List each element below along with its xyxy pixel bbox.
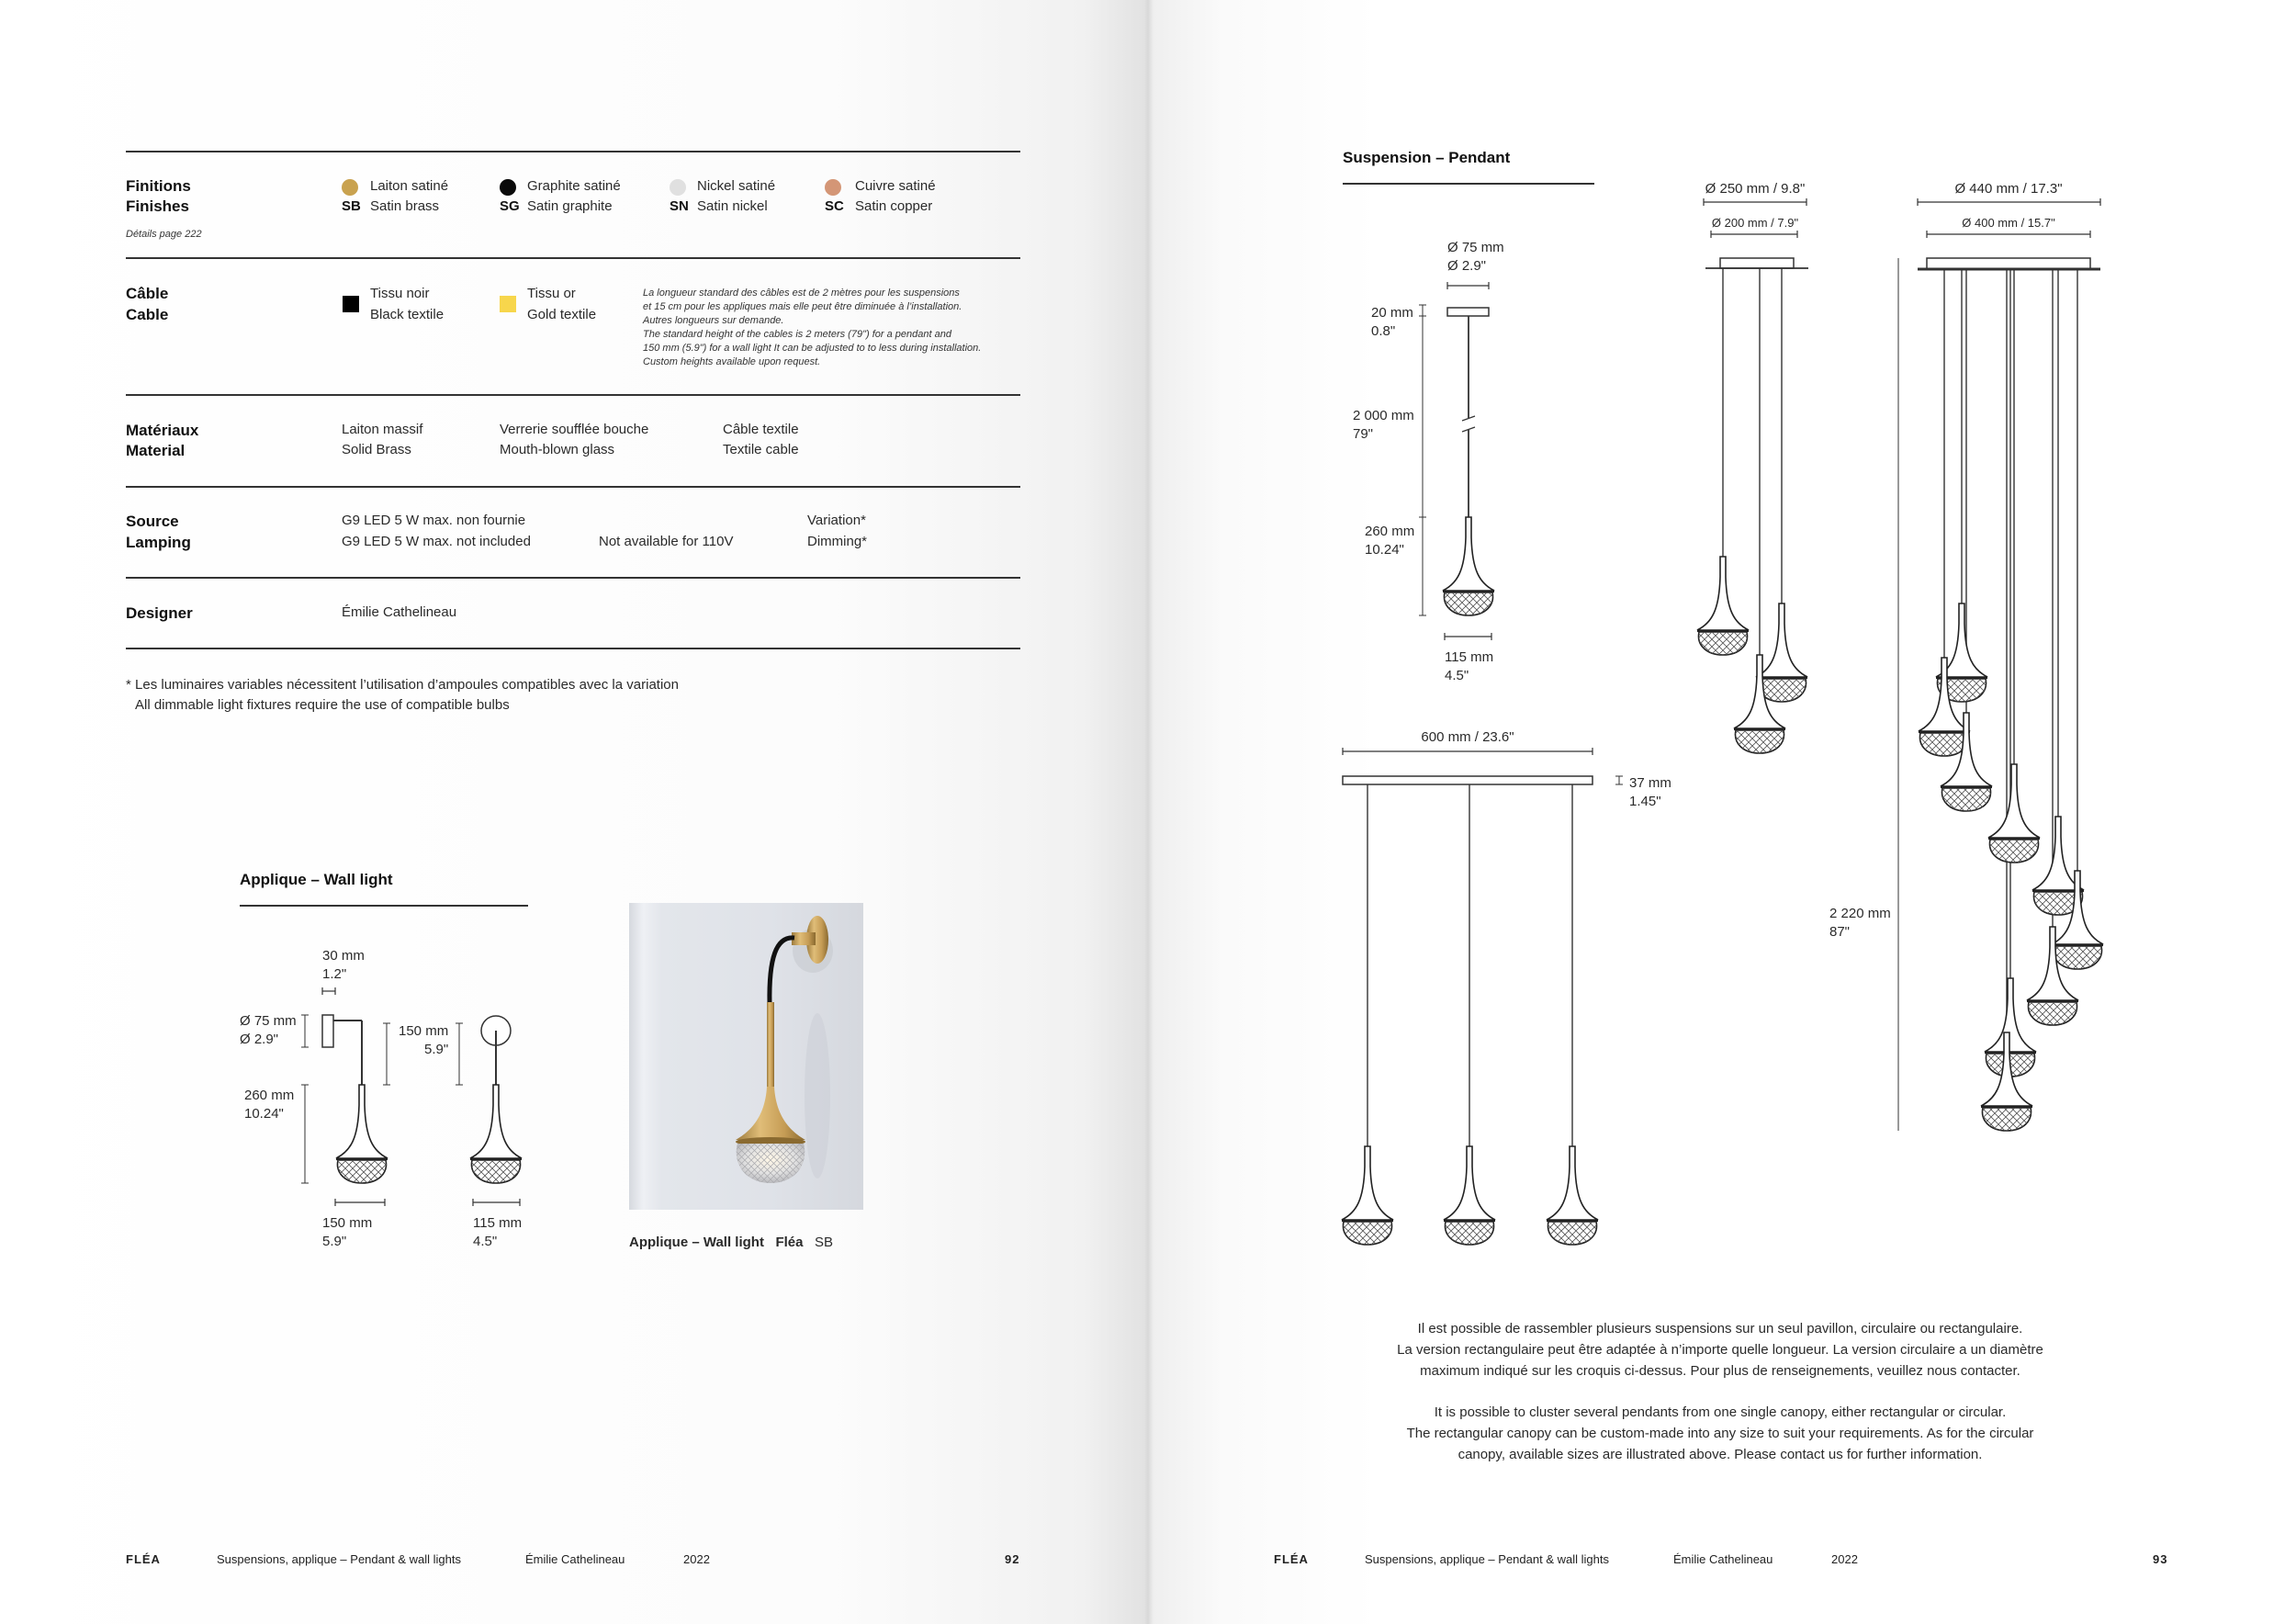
footer-year: 2022 — [683, 1552, 710, 1566]
glass-mesh — [1548, 1222, 1597, 1245]
divider — [126, 648, 1020, 649]
footnote-en: All dimmable light fixtures require the use of compatible bulbs — [135, 697, 510, 713]
dim-height — [244, 1087, 294, 1123]
pendant-lamp — [2027, 927, 2078, 1025]
pendant-lamp — [1936, 603, 1987, 702]
footer-category: Suspensions, applique – Pendant & wall lights — [1365, 1552, 1609, 1566]
glass-bulb — [1938, 679, 1986, 702]
glass-mesh — [1942, 788, 1991, 811]
single-lamp-w-in: 4.5" — [1445, 668, 1469, 683]
cluster-large-height — [1829, 905, 1891, 942]
single-lamp-h-in: 10.24" — [1365, 542, 1404, 558]
footer-page-number: 93 — [2153, 1552, 2168, 1566]
canopy — [1927, 258, 2090, 269]
swatch-copper-icon — [825, 179, 841, 196]
footer-page-number: 92 — [1005, 1552, 1020, 1566]
lamp-shade — [1919, 658, 1970, 731]
single-canopy-mm: Ø 75 mm — [1447, 240, 1504, 255]
finish-name-fr: Cuivre satiné — [855, 178, 936, 194]
swatch-gold-textile-icon — [500, 296, 516, 312]
caption-model: Fléa — [775, 1235, 804, 1250]
glass-mesh — [1920, 733, 1969, 756]
lamp-shade — [1756, 603, 1807, 677]
wall-light-title-underline — [240, 905, 528, 907]
info-en-line: canopy, available sizes are illustrated above. Please contact us for further information. — [1458, 1447, 1983, 1462]
dim-projection — [322, 1214, 372, 1251]
cluster-large-inner-diameter: Ø 400 mm / 15.7" — [1962, 216, 2055, 230]
finish-code: SB — [342, 198, 361, 214]
glass-mesh — [2029, 1002, 2077, 1025]
pendant-lamp — [470, 1085, 522, 1183]
cluster-large-height-mm: 2 220 mm — [1829, 906, 1891, 921]
material-glass-en: Mouth-blown glass — [500, 442, 615, 457]
pendant-title: Suspension – Pendant — [1343, 149, 1511, 166]
finish-code: SC — [825, 198, 844, 214]
designer-label: Designer — [126, 604, 193, 622]
glass-mesh — [1938, 679, 1986, 702]
pendant-lamp — [1981, 1032, 2032, 1131]
single-cable-in: 79" — [1353, 426, 1374, 442]
drawing-line — [1462, 416, 1475, 421]
source-dimming-en: Dimming* — [807, 534, 868, 549]
pendant-lamp — [2052, 871, 2103, 969]
cable-note-line: et 15 cm pour les appliques mais elle peut être diminuée à l’installation. — [643, 301, 962, 312]
cluster-large-outer-diameter: Ø 440 mm / 17.3" — [1954, 181, 2063, 197]
dim-height-in: 10.24" — [244, 1106, 284, 1122]
cable-label-fr: Câble — [126, 285, 169, 302]
single-canopy-h-mm: 20 mm — [1371, 305, 1413, 321]
glass-bulb — [1942, 788, 1991, 811]
lamp-shade — [1936, 603, 1987, 677]
single-lamp-width — [1445, 648, 1493, 685]
footer-brand: FLÉA — [1274, 1552, 1309, 1566]
cable-note-line: Autres longueurs sur demande. — [643, 315, 784, 326]
caption-finish: SB — [815, 1235, 834, 1250]
single-canopy-in: Ø 2.9" — [1447, 258, 1487, 274]
divider — [126, 486, 1020, 488]
dim-width — [473, 1214, 522, 1251]
source-voltage: Not available for 110V — [599, 534, 734, 549]
glass-bulb — [1986, 1054, 2035, 1077]
lamp-shade — [1985, 978, 2036, 1052]
dim-projection-in: 5.9" — [322, 1234, 347, 1249]
pendant-lamp — [1988, 764, 2040, 863]
material-cable-en: Textile cable — [723, 442, 799, 457]
pendant-lamp — [1342, 1146, 1393, 1245]
divider — [126, 257, 1020, 259]
pendant-lamp — [1941, 713, 1992, 811]
glass-bulb — [1758, 679, 1806, 702]
lamp-shade — [1342, 1146, 1393, 1220]
material-glass-fr: Verrerie soufflée bouche — [500, 422, 649, 437]
lamp-shade — [1734, 655, 1785, 728]
dim-height-mm: 260 mm — [244, 1088, 295, 1103]
drawing-lamps — [336, 517, 2103, 1245]
info-en-line: The rectangular canopy can be custom-made into any size to suit your requirements. As for the circular — [1406, 1426, 2034, 1441]
dim-drop — [399, 1022, 448, 1059]
lamp-shade — [1443, 517, 1494, 591]
cable-note-line: 150 mm (5.9") for a wall light It can be adjusted to to less during installation. — [643, 343, 982, 354]
lamp-shade — [470, 1085, 522, 1158]
finishes-label-fr: Finitions — [126, 177, 191, 195]
glass-mesh — [1446, 1222, 1494, 1245]
cable-gold-en: Gold textile — [527, 307, 597, 322]
drawing-line — [1462, 427, 1475, 432]
lamp-shade — [1547, 1146, 1598, 1220]
pendant-lamp — [1919, 658, 1970, 756]
canopy — [322, 1015, 333, 1047]
single-canopy-diameter — [1447, 239, 1504, 276]
cluster-small-inner-diameter: Ø 200 mm / 7.9" — [1711, 216, 1799, 230]
wall-light-photo-image — [629, 903, 863, 1210]
glass-mesh — [472, 1160, 521, 1183]
linear-length: 600 mm / 23.6" — [1421, 729, 1514, 745]
glass-mesh — [338, 1160, 387, 1183]
canopy — [1720, 258, 1794, 268]
cable-note-line: The standard height of the cables is 2 meters (79") for a pendant and — [643, 329, 951, 340]
single-cable-length — [1353, 407, 1414, 444]
cluster-info-fr — [1353, 1318, 2088, 1382]
caption-type: Applique – Wall light — [629, 1235, 764, 1250]
glass-mesh — [1699, 632, 1748, 655]
material-brass-fr: Laiton massif — [342, 422, 423, 437]
footer-category: Suspensions, applique – Pendant & wall lights — [217, 1552, 461, 1566]
single-cable-mm: 2 000 mm — [1353, 408, 1414, 423]
wall-plate — [481, 1016, 511, 1045]
dim-plate — [240, 1012, 297, 1049]
material-label-fr: Matériaux — [126, 422, 199, 439]
drawing-lines — [301, 198, 2100, 1206]
single-lamp-w-mm: 115 mm — [1445, 649, 1494, 665]
info-fr-line: maximum indiqué sur les croquis ci-dessus. Pour plus de renseignements, veuillez nous contacter. — [1420, 1363, 2020, 1379]
cable-note-line: La longueur standard des câbles est de 2 mètres pour les suspensions — [643, 288, 960, 299]
glass-mesh — [1986, 1054, 2035, 1077]
swatch-brass-icon — [342, 179, 358, 196]
glass-bulb — [1736, 730, 1784, 753]
lamp-shade — [2027, 927, 2078, 1000]
lamp-shade — [1988, 764, 2040, 838]
divider — [126, 151, 1020, 152]
cable-note-line: Custom heights available upon request. — [643, 356, 821, 367]
cluster-info-en — [1353, 1402, 2088, 1465]
lamp-shade — [1941, 713, 1992, 786]
wall-light-caption — [629, 1235, 833, 1251]
canopy — [1343, 776, 1593, 784]
dim-depth-mm: 30 mm — [322, 948, 365, 964]
glass-bulb — [338, 1160, 387, 1183]
linear-canopy-h-mm: 37 mm — [1629, 775, 1671, 791]
glass-mesh — [1990, 840, 2039, 863]
finish-name-en: Satin nickel — [697, 198, 768, 214]
lamp-shade — [336, 1085, 388, 1158]
finish-name-fr: Laiton satiné — [370, 178, 449, 194]
swatch-nickel-icon — [670, 179, 686, 196]
footer-designer: Émilie Cathelineau — [1673, 1552, 1773, 1566]
glass-bulb — [1920, 733, 1969, 756]
source-bulb-fr: G9 LED 5 W max. non fournie — [342, 513, 526, 528]
lamp-shade — [2032, 817, 2084, 890]
glass-mesh — [1983, 1108, 2032, 1131]
dim-depth-in: 1.2" — [322, 966, 347, 982]
footer-year: 2022 — [1831, 1552, 1858, 1566]
glass-bulb — [2029, 1002, 2077, 1025]
dim-depth — [322, 947, 365, 984]
glass-bulb — [1699, 632, 1748, 655]
single-canopy-h-in: 0.8" — [1371, 323, 1396, 339]
glass-bulb — [1548, 1222, 1597, 1245]
glass-bulb — [2054, 946, 2102, 969]
info-en-line: It is possible to cluster several pendants from one single canopy, either rectangular or circular. — [1434, 1404, 2007, 1420]
pendant-lamp — [2032, 817, 2084, 915]
lamp-shade — [2052, 871, 2103, 944]
material-cable-fr: Câble textile — [723, 422, 799, 437]
canopy — [1447, 308, 1489, 316]
source-label-en: Lamping — [126, 534, 191, 551]
finish-name-en: Satin graphite — [527, 198, 613, 214]
single-canopy-height — [1371, 304, 1413, 341]
glass-bulb — [1344, 1222, 1392, 1245]
lamp-shade — [1981, 1032, 2032, 1106]
single-lamp-height — [1365, 523, 1414, 559]
dim-drop-mm: 150 mm — [399, 1023, 449, 1039]
cable-black-fr: Tissu noir — [370, 286, 430, 301]
swatch-graphite-icon — [500, 179, 516, 196]
dim-plate-in: Ø 2.9" — [240, 1032, 279, 1047]
glass-mesh — [2054, 946, 2102, 969]
pendant-lamp — [1443, 517, 1494, 615]
glass-bulb — [1990, 840, 2039, 863]
pendant-lamp — [1444, 1146, 1495, 1245]
dim-width-mm: 115 mm — [473, 1215, 523, 1231]
divider — [126, 394, 1020, 396]
linear-canopy-height — [1629, 774, 1671, 811]
glass-bulb — [2034, 892, 2083, 915]
designer-name: Émilie Cathelineau — [342, 604, 457, 620]
footer-brand: FLÉA — [126, 1552, 161, 1566]
glass-mesh — [1344, 1222, 1392, 1245]
glass-mesh — [1736, 730, 1784, 753]
dim-drop-in: 5.9" — [424, 1042, 449, 1057]
glass-bulb — [1983, 1108, 2032, 1131]
material-brass-en: Solid Brass — [342, 442, 411, 457]
source-label-fr: Source — [126, 513, 179, 530]
cable-label-en: Cable — [126, 306, 169, 323]
dim-projection-mm: 150 mm — [322, 1215, 373, 1231]
glass-bulb — [1446, 1222, 1494, 1245]
lamp-shade — [1444, 1146, 1495, 1220]
lamp-shade — [1697, 557, 1749, 630]
dim-plate-mm: Ø 75 mm — [240, 1013, 297, 1029]
finishes-details: Détails page 222 — [126, 229, 202, 240]
glass-bulb — [1445, 592, 1493, 615]
finish-name-en: Satin brass — [370, 198, 440, 214]
cluster-small-outer-diameter: Ø 250 mm / 9.8" — [1705, 181, 1806, 197]
finish-name-en: Satin copper — [855, 198, 933, 214]
pendant-lamp — [1547, 1146, 1598, 1245]
footnote-fr: * Les luminaires variables nécessitent l’utilisation d’ampoules compatibles avec la variation — [126, 677, 679, 693]
cable-black-en: Black textile — [370, 307, 445, 322]
glass-bulb — [472, 1160, 521, 1183]
wall-light-photo — [629, 903, 863, 1210]
glass-mesh — [2034, 892, 2083, 915]
linear-canopy-h-in: 1.45" — [1629, 794, 1661, 809]
cable-gold-fr: Tissu or — [527, 286, 576, 301]
finishes-label-en: Finishes — [126, 197, 189, 215]
wall-light-title: Applique – Wall light — [240, 871, 393, 888]
glass-mesh — [1758, 679, 1806, 702]
info-fr-line: La version rectangulaire peut être adaptée à n’importe quelle longueur. La version circulaire a un diamètre — [1397, 1342, 2043, 1358]
finish-name-fr: Nickel satiné — [697, 178, 776, 194]
footer-designer: Émilie Cathelineau — [525, 1552, 625, 1566]
divider — [126, 577, 1020, 579]
swatch-black-textile-icon — [343, 296, 359, 312]
material-label-en: Material — [126, 442, 186, 459]
pendant-title-underline — [1343, 183, 1594, 185]
source-bulb-en: G9 LED 5 W max. not included — [342, 534, 531, 549]
finish-code: SN — [670, 198, 689, 214]
info-fr-line: Il est possible de rassembler plusieurs suspensions sur un seul pavillon, circulaire ou rectangulaire. — [1417, 1321, 2023, 1336]
finish-code: SG — [500, 198, 520, 214]
pendant-lamp — [1734, 655, 1785, 753]
glass-mesh — [1445, 592, 1493, 615]
pendant-lamp — [1697, 557, 1749, 655]
dim-width-in: 4.5" — [473, 1234, 498, 1249]
pendant-lamp — [1985, 978, 2036, 1077]
source-dimming-fr: Variation* — [807, 513, 866, 528]
pendant-lamp — [336, 1085, 388, 1183]
finish-name-fr: Graphite satiné — [527, 178, 621, 194]
cluster-large-height-in: 87" — [1829, 924, 1851, 940]
pendant-lamp — [1756, 603, 1807, 702]
single-lamp-h-mm: 260 mm — [1365, 524, 1415, 539]
